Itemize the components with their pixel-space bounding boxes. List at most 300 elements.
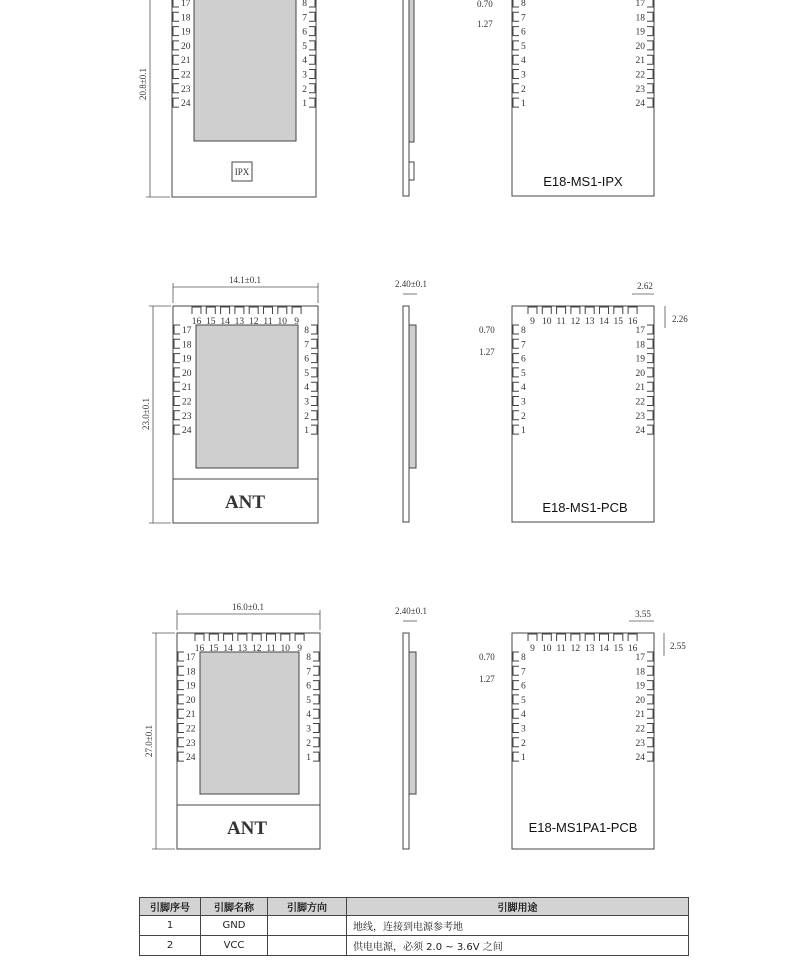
castellated-pad (311, 354, 317, 363)
castellated-pad (309, 41, 315, 50)
pin-number-label: 5 (302, 41, 307, 52)
castellated-pad (178, 681, 184, 690)
pin-number-label: 11 (556, 644, 566, 654)
top-pad-row (528, 307, 638, 327)
pin-number-label: 1 (306, 753, 311, 764)
pin-number-label: 17 (182, 326, 192, 336)
pin-number-label: 6 (521, 27, 526, 38)
castellated-pad (513, 397, 519, 406)
castellated-pad (647, 12, 653, 21)
castellated-pad (647, 41, 653, 50)
pin-number-label: 5 (521, 41, 526, 52)
pin-number-label: 3 (304, 397, 309, 408)
castellated-pad (295, 634, 304, 641)
left-pin-column (178, 652, 196, 763)
right-pad-column (636, 0, 654, 109)
pin-number-label: 1 (304, 426, 309, 437)
module-ipx-side-view (403, 0, 414, 196)
castellated-pad (173, 98, 179, 107)
pin-number-label: 24 (181, 99, 191, 110)
pin-number-label: 6 (306, 681, 311, 692)
castellated-pad (647, 752, 653, 761)
top-pin-row (192, 307, 301, 327)
castellated-pad (173, 41, 179, 50)
castellated-pad (647, 652, 653, 661)
pin-number-label: 3 (521, 724, 526, 735)
castellated-pad (309, 27, 315, 36)
castellated-pad (178, 666, 184, 675)
pin-number-label: 5 (306, 695, 311, 706)
pin-number-label: 5 (521, 695, 526, 706)
pin-number-label: 12 (248, 317, 259, 327)
module-ipx-bottom-view (477, 0, 654, 196)
pa1-thickness-dimension: 2.40±0.1 (395, 606, 427, 616)
castellated-pad (238, 634, 247, 641)
castellated-pad (513, 666, 519, 675)
pin-number-label: 7 (302, 13, 307, 24)
pin-number-label: 9 (530, 317, 535, 327)
castellated-pad (313, 681, 319, 690)
castellated-pad (647, 738, 653, 747)
pin-number-label: 21 (635, 56, 645, 67)
pin-number-label: 11 (263, 317, 273, 327)
pad-width-label: 0.70 (479, 325, 495, 335)
castellated-pad (647, 724, 653, 733)
castellated-pad (542, 307, 551, 314)
castellated-pad (178, 724, 184, 733)
castellated-pad (309, 55, 315, 64)
pin-number: 2 (140, 936, 201, 956)
pin-number-label: 22 (635, 397, 645, 408)
pin-number-label: 20 (635, 368, 645, 379)
pin-number-label: 6 (304, 354, 309, 365)
pin-number-label: 4 (304, 383, 309, 394)
pitch-label: 1.27 (479, 674, 495, 684)
pin-number-label: 23 (635, 411, 645, 422)
pin-number-label: 2 (304, 411, 309, 422)
pin-number-label: 11 (266, 644, 276, 654)
module-ipx-top-view (138, 0, 316, 197)
castellated-pad (513, 27, 519, 36)
pin-number-label: 2 (302, 84, 307, 95)
pa1-width-dimension: 16.0±0.1 (232, 602, 264, 612)
pin-number-label: 24 (635, 753, 645, 764)
castellated-pad (267, 634, 276, 641)
pin-number-label: 8 (304, 326, 309, 336)
castellated-pad (647, 70, 653, 79)
castellated-pad (513, 382, 519, 391)
castellated-pad (281, 634, 290, 641)
castellated-pad (600, 634, 609, 641)
table-row (140, 936, 689, 956)
castellated-pad (173, 84, 179, 93)
castellated-pad (513, 70, 519, 79)
pitch-label: 1.27 (477, 19, 493, 29)
pin-number-label: 4 (302, 56, 307, 67)
castellated-pad (195, 634, 204, 641)
pin-number-label: 7 (521, 340, 526, 351)
castellated-pad (174, 425, 180, 434)
castellated-pad (309, 12, 315, 21)
pin-number-label: 2 (521, 84, 526, 95)
castellated-pad (647, 354, 653, 363)
castellated-pad (614, 634, 623, 641)
castellated-pad (173, 55, 179, 64)
pin-number-label: 21 (635, 383, 645, 394)
castellated-pad (513, 752, 519, 761)
top-pad-row (528, 634, 638, 654)
castellated-pad (309, 84, 315, 93)
pin-number-label: 7 (521, 667, 526, 678)
castellated-pad (513, 724, 519, 733)
castellated-pad (309, 98, 315, 107)
pin-number-label: 22 (186, 724, 196, 735)
top-pin-row (195, 634, 304, 654)
pin-number-label: 23 (182, 411, 192, 422)
pin-number-label: 18 (181, 13, 191, 24)
pin-usage: 地线，连接到电源参考地 (347, 916, 689, 936)
castellated-pad (585, 307, 594, 314)
castellated-pad (311, 325, 317, 334)
pad-width-label: 0.70 (479, 652, 495, 662)
pin-number-label: 13 (584, 644, 595, 654)
castellated-pad (528, 634, 537, 641)
castellated-pad (173, 0, 179, 7)
pin-number-label: 13 (584, 317, 595, 327)
castellated-pad (647, 55, 653, 64)
model-name-ipx: E18-MS1-IPX (543, 174, 623, 189)
pin-number-label: 2 (521, 411, 526, 422)
castellated-pad (571, 307, 580, 314)
corner-x-dimension: 3.55 (635, 609, 651, 619)
pin-number-label: 14 (223, 644, 233, 654)
pin-number-label: 24 (635, 426, 645, 437)
pin-number-label: 8 (306, 653, 311, 663)
pin-number-label: 22 (182, 397, 192, 408)
castellated-pad (647, 709, 653, 718)
pin-number-label: 22 (181, 70, 191, 81)
pin-number-label: 16 (191, 317, 202, 327)
castellated-pad (178, 709, 184, 718)
pin-name: VCC (201, 936, 268, 956)
castellated-pad (513, 652, 519, 661)
pin-number-label: 4 (521, 383, 526, 394)
castellated-pad (174, 339, 180, 348)
pin-number-label: 23 (635, 738, 645, 749)
pin-number-label: 17 (635, 326, 645, 336)
castellated-pad (309, 70, 315, 79)
right-pad-column (636, 652, 654, 763)
pin-number-label: 21 (182, 383, 192, 394)
castellated-pad (264, 307, 273, 314)
castellated-pad (313, 695, 319, 704)
module-pcb-side-view (395, 279, 427, 522)
col-pin-number: 引脚序号 (140, 898, 201, 916)
pin-number-label: 21 (186, 710, 196, 721)
castellated-pad (557, 634, 566, 641)
castellated-pad (313, 709, 319, 718)
module-pa1-top-view (144, 602, 320, 849)
castellated-pad (585, 634, 594, 641)
castellated-pad (311, 411, 317, 420)
pin-number-label: 1 (521, 753, 526, 764)
castellated-pad (647, 425, 653, 434)
pin-number-label: 12 (570, 644, 581, 654)
pin-number-label: 10 (542, 317, 552, 327)
pin-number-label: 13 (234, 317, 245, 327)
pin-number-label: 15 (209, 644, 219, 654)
pin-number-label: 19 (635, 681, 645, 692)
pin-number-label: 24 (186, 753, 196, 764)
left-pad-column (513, 325, 526, 436)
pin-number-label: 18 (635, 667, 645, 678)
pin-number-label: 18 (186, 667, 196, 678)
castellated-pad (628, 307, 637, 314)
castellated-pad (313, 724, 319, 733)
castellated-pad (174, 368, 180, 377)
right-pin-column (302, 0, 315, 109)
pin-number-label: 5 (521, 368, 526, 379)
pin-number-label: 2 (306, 738, 311, 749)
left-pad-column (513, 652, 526, 763)
pin-number-label: 13 (237, 644, 248, 654)
pitch-label: 1.27 (479, 347, 495, 357)
castellated-pad (513, 354, 519, 363)
castellated-pad (647, 0, 653, 7)
castellated-pad (600, 307, 609, 314)
pin-number-label: 21 (635, 710, 645, 721)
castellated-pad (513, 411, 519, 420)
pin-number-label: 22 (635, 70, 645, 81)
pin-number-label: 19 (181, 27, 191, 38)
castellated-pad (647, 27, 653, 36)
castellated-pad (528, 307, 537, 314)
pin-definition-table (139, 897, 689, 956)
pin-number-label: 2 (521, 738, 526, 749)
castellated-pad (647, 368, 653, 377)
castellated-pad (513, 84, 519, 93)
castellated-pad (647, 84, 653, 93)
pin-number-label: 18 (182, 340, 192, 351)
castellated-pad (178, 695, 184, 704)
castellated-pad (313, 752, 319, 761)
pin-number-label: 17 (635, 653, 645, 663)
pin-usage: 供电电源，必须 2.0 ~ 3.6V 之间 (347, 936, 689, 956)
pin-number-label: 1 (302, 99, 307, 110)
pin-number-label: 15 (613, 317, 624, 327)
pin-number-label: 10 (280, 644, 291, 654)
castellated-pad (513, 98, 519, 107)
castellated-pad (311, 368, 317, 377)
pin-number-label: 9 (297, 644, 302, 654)
module-pa1-side-view (395, 606, 427, 849)
pin-number-label: 16 (194, 644, 205, 654)
pin-number-label: 14 (599, 644, 609, 654)
pin-number-label: 3 (521, 397, 526, 408)
pin-number-label: 21 (181, 56, 191, 67)
pin-number-label: 3 (521, 70, 526, 81)
corner-y-dimension: 2.26 (672, 314, 688, 324)
pin-number-label: 17 (186, 653, 196, 663)
pcb-thickness-dimension: 2.40±0.1 (395, 279, 427, 289)
pin-number-label: 4 (521, 56, 526, 67)
castellated-pad (614, 307, 623, 314)
castellated-pad (557, 307, 566, 314)
castellated-pad (571, 634, 580, 641)
pin-number-label: 9 (294, 317, 299, 327)
castellated-pad (647, 325, 653, 334)
castellated-pad (173, 70, 179, 79)
table-header-row (140, 898, 689, 916)
pin-number-label: 20 (182, 368, 192, 379)
castellated-pad (209, 634, 218, 641)
module-pa1-bottom-view (479, 609, 686, 849)
castellated-pad (313, 666, 319, 675)
right-pin-column (304, 325, 317, 436)
pin-number-label: 7 (304, 340, 309, 351)
castellated-pad (311, 382, 317, 391)
pin-number-label: 18 (635, 340, 645, 351)
pin-number-label: 17 (635, 0, 645, 9)
pin-number-label: 11 (556, 317, 566, 327)
pin-number-label: 8 (521, 326, 526, 336)
pad-width-label: 0.70 (477, 0, 493, 9)
pin-number-label: 24 (182, 426, 192, 437)
castellated-pad (647, 98, 653, 107)
pin-number-label: 4 (521, 710, 526, 721)
pin-number-label: 3 (306, 724, 311, 735)
pin-number-label: 6 (302, 27, 307, 38)
pin-number-label: 6 (521, 354, 526, 365)
castellated-pad (513, 12, 519, 21)
pa1-height-dimension: 27.0±0.1 (144, 725, 154, 757)
ipx-label: IPX (234, 167, 250, 177)
castellated-pad (206, 307, 215, 314)
pin-number-label: 7 (306, 667, 311, 678)
castellated-pad (313, 738, 319, 747)
right-pad-column (636, 325, 654, 436)
castellated-pad (224, 634, 233, 641)
castellated-pad (311, 425, 317, 434)
pin-number-label: 19 (635, 354, 645, 365)
antenna-label: ANT (226, 818, 268, 839)
ipx-height-dimension: 20.8±0.1 (138, 68, 148, 100)
pin-number-label: 3 (302, 70, 307, 81)
castellated-pad (311, 339, 317, 348)
castellated-pad (513, 55, 519, 64)
antenna-label: ANT (224, 492, 266, 513)
castellated-pad (513, 339, 519, 348)
castellated-pad (235, 307, 244, 314)
castellated-pad (174, 382, 180, 391)
pin-number-label: 23 (181, 84, 191, 95)
pin-number-label: 15 (613, 644, 624, 654)
module-pcb-bottom-view (479, 281, 688, 522)
pin-number-label: 20 (181, 41, 191, 52)
pin-number-label: 15 (206, 317, 216, 327)
castellated-pad (173, 27, 179, 36)
col-pin-direction: 引脚方向 (268, 898, 347, 916)
left-pin-column (173, 0, 191, 109)
pin-number-label: 1 (521, 99, 526, 110)
pin-number-label: 20 (186, 695, 196, 706)
pin-number-label: 1 (521, 426, 526, 437)
castellated-pad (647, 411, 653, 420)
castellated-pad (309, 0, 315, 7)
castellated-pad (513, 41, 519, 50)
castellated-pad (178, 652, 184, 661)
pin-number-label: 23 (186, 738, 196, 749)
castellated-pad (174, 354, 180, 363)
castellated-pad (313, 652, 319, 661)
castellated-pad (311, 397, 317, 406)
pin-number-label: 8 (521, 0, 526, 9)
pin-number-label: 9 (530, 644, 535, 654)
table-row (140, 916, 689, 936)
pin-name: GND (201, 916, 268, 936)
castellated-pad (178, 738, 184, 747)
pin-number-label: 14 (599, 317, 609, 327)
pin-number-label: 16 (627, 644, 638, 654)
pin-direction (268, 916, 347, 936)
castellated-pad (292, 307, 301, 314)
castellated-pad (647, 382, 653, 391)
corner-y-dimension: 2.55 (670, 641, 686, 651)
castellated-pad (647, 681, 653, 690)
left-pad-column (513, 0, 526, 109)
pin-direction (268, 936, 347, 956)
pin-number-label: 12 (251, 644, 262, 654)
castellated-pad (513, 325, 519, 334)
pin-number-label: 4 (306, 710, 311, 721)
pcb-width-dimension: 14.1±0.1 (229, 275, 261, 285)
castellated-pad (513, 738, 519, 747)
col-pin-name: 引脚名称 (201, 898, 268, 916)
castellated-pad (513, 0, 519, 7)
pin-number-label: 23 (635, 84, 645, 95)
pin-number-label: 6 (521, 681, 526, 692)
pin-number-label: 14 (220, 317, 230, 327)
castellated-pad (647, 666, 653, 675)
pin-number-label: 8 (521, 653, 526, 663)
castellated-pad (178, 752, 184, 761)
castellated-pad (173, 12, 179, 21)
castellated-pad (513, 695, 519, 704)
pin-number-label: 10 (542, 644, 552, 654)
castellated-pad (252, 634, 261, 641)
pin-number-label: 7 (521, 13, 526, 24)
castellated-pad (647, 695, 653, 704)
castellated-pad (647, 397, 653, 406)
pin-number-label: 8 (302, 0, 307, 9)
pin-number-label: 12 (570, 317, 581, 327)
pin-number-label: 20 (635, 695, 645, 706)
pin-number-label: 22 (635, 724, 645, 735)
castellated-pad (628, 634, 637, 641)
pin-number-label: 16 (627, 317, 638, 327)
model-name-pa1: E18-MS1PA1-PCB (528, 820, 638, 835)
castellated-pad (513, 425, 519, 434)
castellated-pad (513, 709, 519, 718)
castellated-pad (174, 397, 180, 406)
pin-number-label: 19 (635, 27, 645, 38)
castellated-pad (647, 339, 653, 348)
module-pcb-top-view (141, 275, 318, 523)
pin-number-label: 17 (181, 0, 191, 9)
left-pin-column (174, 325, 192, 436)
pin-number-label: 19 (182, 354, 192, 365)
right-pin-column (306, 652, 319, 763)
